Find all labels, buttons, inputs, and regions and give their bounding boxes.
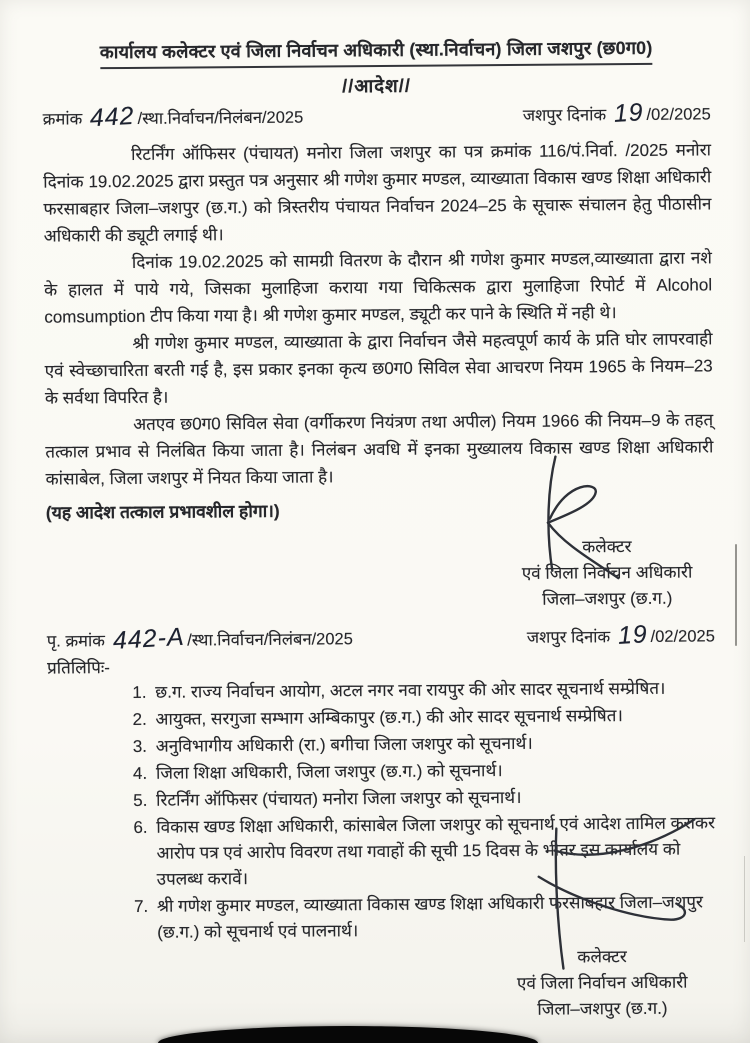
copy-item-7: 7. श्री गणेश कुमार मण्डल, व्याख्याता विकास खण्ड शिक्षा अधिकारी फरसाबहार जिला–जशपुर (छ.ग.) को सूचनार्थ एवं पालनार्थ। [153,889,717,945]
signatory-district: जिला–जशपुर (छ.ग.) [542,588,673,609]
reference-date [522,98,711,128]
scan-edge-artifact [735,544,737,646]
endorsement-number-label: पृ. क्रमांक [46,632,105,651]
endorsement-number-handwritten: 442-A [111,622,185,655]
signatory-designation: कलेक्टर [577,947,627,967]
date-suffix: /02/2025 [646,105,711,124]
endorsement-date-handwritten: 19 [616,620,649,650]
copy-item-6: 6. विकास खण्ड शिक्षा अधिकारी, कांसाबेल जिला जशपुर को सूचनार्थ एवं आदेश तामिल कराकर आरोप पत्र एवं आरोप विवरण तथा गवाहों की सूची 15 दिवस के भीतर इस कार्यालय को उपलब्ध करावें। [152,810,717,892]
office-title: कार्यालय कलेक्टर एवं जिला निर्वाचन अधिकारी (स्था.निर्वाचन) जिला जशपुर (छ0ग0) [100,36,653,69]
reference-number-label: क्रमांक [42,110,83,129]
endorsement-number-suffix: /स्था.निर्वाचन/निलंबन/2025 [187,630,353,650]
scan-shadow-artifact [158,1026,538,1043]
document-content [42,35,718,1026]
place-date-label: जशपुर दिनांक [522,106,607,125]
copy-item-3: 3. अनुविभागीय अधिकारी (रा.) बगीचा जिला जशपुर को सूचनार्थ। [152,729,716,759]
endorsement-place-date-label: जशपुर दिनांक [526,628,611,647]
order-title: //आदेश// [341,74,412,97]
reference-number-handwritten: 442 [89,101,136,133]
signature-block-bottom [49,943,718,1026]
date-day-handwritten: 19 [612,98,645,128]
signatory-designation: कलेक्टर [582,537,632,557]
order-paragraph-2: दिनांक 19.02.2025 को सामग्री वितरण के दौरान श्री गणेश कुमार मण्डल,व्याख्याता द्वारा नशे के हालत में पाये गये, जिसका मुलाहिजा कराया गया चिकित्सक द्वारा मुलाहिजा रिपोर्ट में Alcohol comsumption टीप किया गया है। श्री गणेश कुमार मण्डल, ड्यूटी कर पाने के स्थिति में नही थे। [44,248,713,327]
scan-edge-artifact [744,856,745,942]
order-paragraph-4: अतएव छ0ग0 सिविल सेवा (वर्गीकरण नियंत्रण तथा अपील) नियम 1966 की नियम–9 के तहत् तत्काल प्रभाव से निलंबित किया जाता है। निलंबन अवधि में इनका मुख्यालय विकास खण्ड शिक्षा अधिकारी कांसाबेल, जिला जशपुर में नियत किया जाता है। [45,410,714,489]
signature-block-top [46,521,715,616]
signatory-lines [521,534,692,613]
copies-heading: प्रतिलिपिः- [46,658,110,678]
order-paragraph-1: रिटर्निंग ऑफिसर (पंचायत) मनोरा जिला जशपुर का पत्र क्रमांक 116/पं.निर्वा. /2025 मनोरा दिनांक 19.02.2025 द्वारा प्रस्तुत पत्र अनुसार श्री गणेश कुमार मण्डल, व्याख्याता विकास खण्ड शिक्षा अधिकारी फरसाबहार जिला–जशपुर (छ.ग.) को त्रिस्तरीय पंचायत निर्वाचन 2024–25 के सूचारू संचालन हेतु पीठासीन अधिकारी की ड्यूटी लगाई थी। [43,140,712,246]
endorsement-date-suffix: /02/2025 [650,627,715,646]
effective-note: (यह आदेश तत्काल प्रभावशील होगा।) [45,500,280,523]
endorsement-row [46,620,715,655]
document-header [42,35,710,69]
copy-item-1: 1. छ.ग. राज्य निर्वाचन आयोग, अटल नगर नवा रायपुर की ओर सादर सूचनार्थ सम्प्रेषित। [151,675,715,705]
reference-number [42,101,304,133]
endorsement-number [46,622,353,655]
order-paragraph-3: श्री गणेश कुमार मण्डल, व्याख्याता के द्वारा निर्वाचन जैसे महत्वपूर्ण कार्य के प्रति घोर लापरवाही एवं स्वेच्छाचारिता बरती गई है, इस प्रकार इनका कृत्य छ0ग0 सिविल सेवा आचरण नियम 1965 के नियम–23 के सर्वथा विपरित है। [44,329,713,408]
signatory-role: एवं जिला निर्वाचन अधिकारी [516,972,688,993]
copy-item-2: 2. आयुक्त, सरगुजा सम्भाग अम्बिकापुर (छ.ग.) की ओर सादर सूचनार्थ सम्प्रेषित। [151,702,715,732]
reference-row [42,98,711,133]
signatory-district: जिला–जशपुर (छ.ग.) [537,998,668,1019]
reference-number-suffix: /स्था.निर्वाचन/निलंबन/2025 [137,108,304,128]
signatory-role: एवं जिला निर्वाचन अधिकारी [521,562,693,583]
copy-item-4: 4. जिला शिक्षा अधिकारी, जिला जशपुर (छ.ग.) को सूचनार्थ। [152,756,716,786]
copies-list [47,675,717,946]
endorsement-date [526,620,715,650]
signatory-lines [517,944,688,1023]
copy-item-5: 5. रिटर्निंग ऑफिसर (पंचायत) मनोरा जिला जशपुर को सूचनार्थ। [152,783,716,813]
